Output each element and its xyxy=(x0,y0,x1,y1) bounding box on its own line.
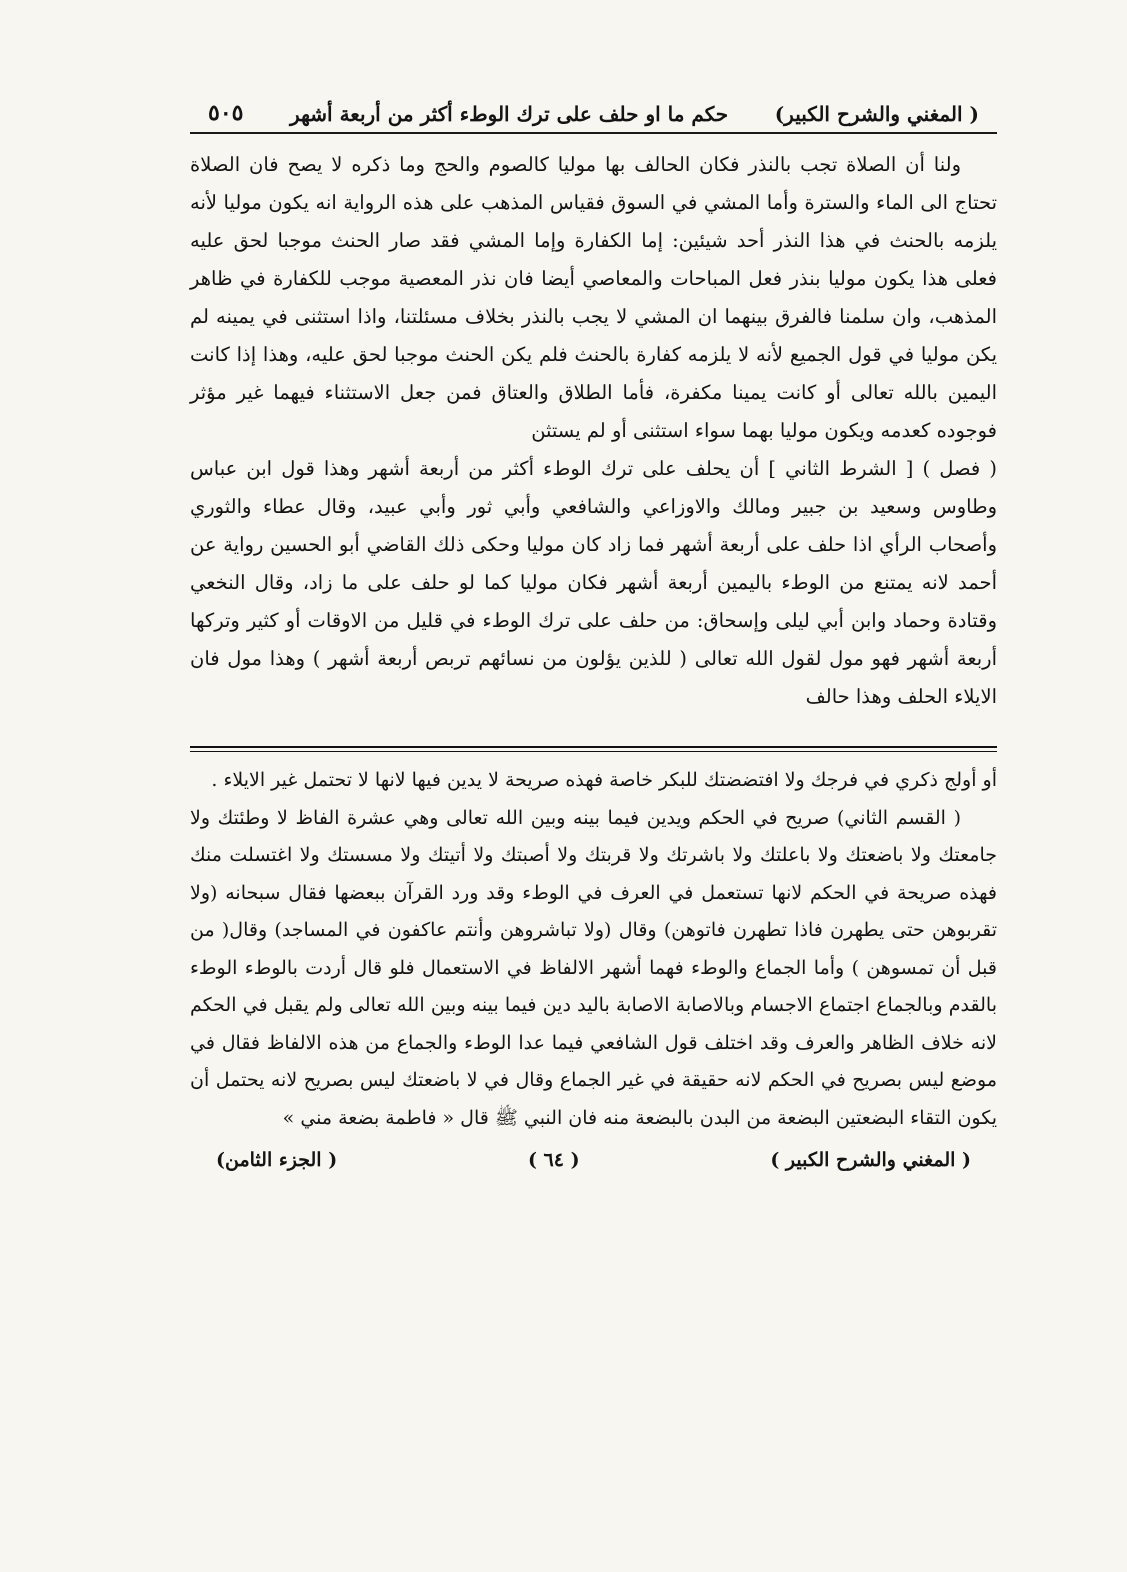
header-page-number: ٥٠٥ xyxy=(208,100,244,126)
running-header xyxy=(190,92,997,126)
header-book-title: ( المغني والشرح الكبير) xyxy=(774,102,979,126)
footer-book-title: ( المغني والشرح الكبير ) xyxy=(770,1149,971,1171)
section-separator xyxy=(190,746,997,752)
main-text xyxy=(190,146,997,716)
footer-page-number: ( ٦٤ ) xyxy=(527,1149,580,1171)
commentary-paragraph-1: أو أولج ذكري في فرجك ولا افتضضتك للبكر خاصة فهذه صريحة لا يدين فيها لانها لا تحتمل غير الايلاء . xyxy=(211,769,997,791)
footer-volume: ( الجزء الثامن) xyxy=(216,1149,338,1171)
header-chapter-title: حكم ما او حلف على ترك الوطء أكثر من أربعة أشهر xyxy=(290,102,729,126)
commentary-text xyxy=(190,762,997,1137)
commentary-paragraph-2: ( القسم الثاني) صريح في الحكم ويدين فيما بينه وبين الله تعالى وهي عشرة الفاظ لا وطئتك ولا جامعتك ولا باضعتك ولا باعلتك ولا باشرتك ولا قربتك ولا أصبتك ولا أتيتك ولا مسستك ولا اغتسلت منك فهذه صريحة في الحكم لانها تستعمل في العرف في الوطء وقد ورد القرآن ببعضها فقال سبحانه (ولا تقربوهن حتى يطهرن فاذا تطهرن فاتوهن) وقال (ولا تباشروهن وأنتم عاكفون في المساجد) وقال( من قبل أن تمسوهن ) وأما الجماع والوطء فهما أشهر الالفاظ في الاستعمال فلو قال أردت بالوطء الوطء بالقدم وبالجماع اجتماع الاجسام وبالاصابة الاصابة باليد دين فيما بينه وبين الله تعالى ولم يقبل في الحكم لانه خلاف الظاهر والعرف وقد اختلف قول الشافعي فيما عدا الوطء والجماع من هذه الالفاظ فقال في موضع ليس بصريح في الحكم لانه حقيقة في غير الجماع وقال في لا باضعتك ليس بصريح لانه يحتمل أن يكون التقاء البضعتين البضعة من البدن بالبضعة منه فان النبي ﷺ قال « فاطمة بضعة مني » xyxy=(190,806,997,1129)
header-rule xyxy=(190,132,997,134)
running-footer xyxy=(190,1149,997,1171)
main-paragraph-1: ولنا أن الصلاة تجب بالنذر فكان الحالف بها موليا كالصوم والحج وما ذكره لا يصح فان الصلاة تحتاج الى الماء والسترة وأما المشي في السوق فقياس المذهب على هذه الرواية انه يكون موليا لأنه يلزمه بالحنث في هذا النذر أحد شيئين: إما الكفارة وإما المشي فقد صار الحنث موجبا لحق عليه فعلى هذا يكون موليا بنذر فعل المباحات والمعاصي أيضا فان نذر المعصية موجب للكفارة في ظاهر المذهب، وان سلمنا فالفرق بينهما ان المشي لا يجب بالنذر بخلاف مسئلتنا، واذا استثنى في يمينه لم يكن موليا في قول الجميع لأنه لا يلزمه كفارة بالحنث فلم يكن الحنث موجبا لحق عليه، وهذا إذا كانت اليمين بالله تعالى أو كانت يمينا مكفرة، فأما الطلاق والعتاق فمن جعل الاستثناء فيهما غير مؤثر فوجوده كعدمه ويكون موليا بهما سواء استثنى أو لم يستثن xyxy=(190,153,997,442)
main-paragraph-2: ( فصل ) [ الشرط الثاني ] أن يحلف على ترك الوطء أكثر من أربعة أشهر وهذا قول ابن عباس وطاوس وسعيد بن جبير ومالك والاوزاعي والشافعي وأبي ثور وأبي عبيد، وقال عطاء والثوري وأصحاب الرأي اذا حلف على أربعة أشهر فما زاد كان موليا وحكى ذلك القاضي أبو الحسين رواية عن أحمد لانه يمتنع من الوطء باليمين أربعة أشهر فكان موليا كما لو حلف على ما زاد، وقال النخعي وقتادة وحماد وابن أبي ليلى وإسحاق: من حلف على ترك الوطء في قليل من الاوقات أو كثير وتركها أربعة أشهر فهو مول لقول الله تعالى ( للذين يؤلون من نسائهم تربص أربعة أشهر ) وهذا مول فان الايلاء الحلف وهذا حالف xyxy=(190,457,997,708)
